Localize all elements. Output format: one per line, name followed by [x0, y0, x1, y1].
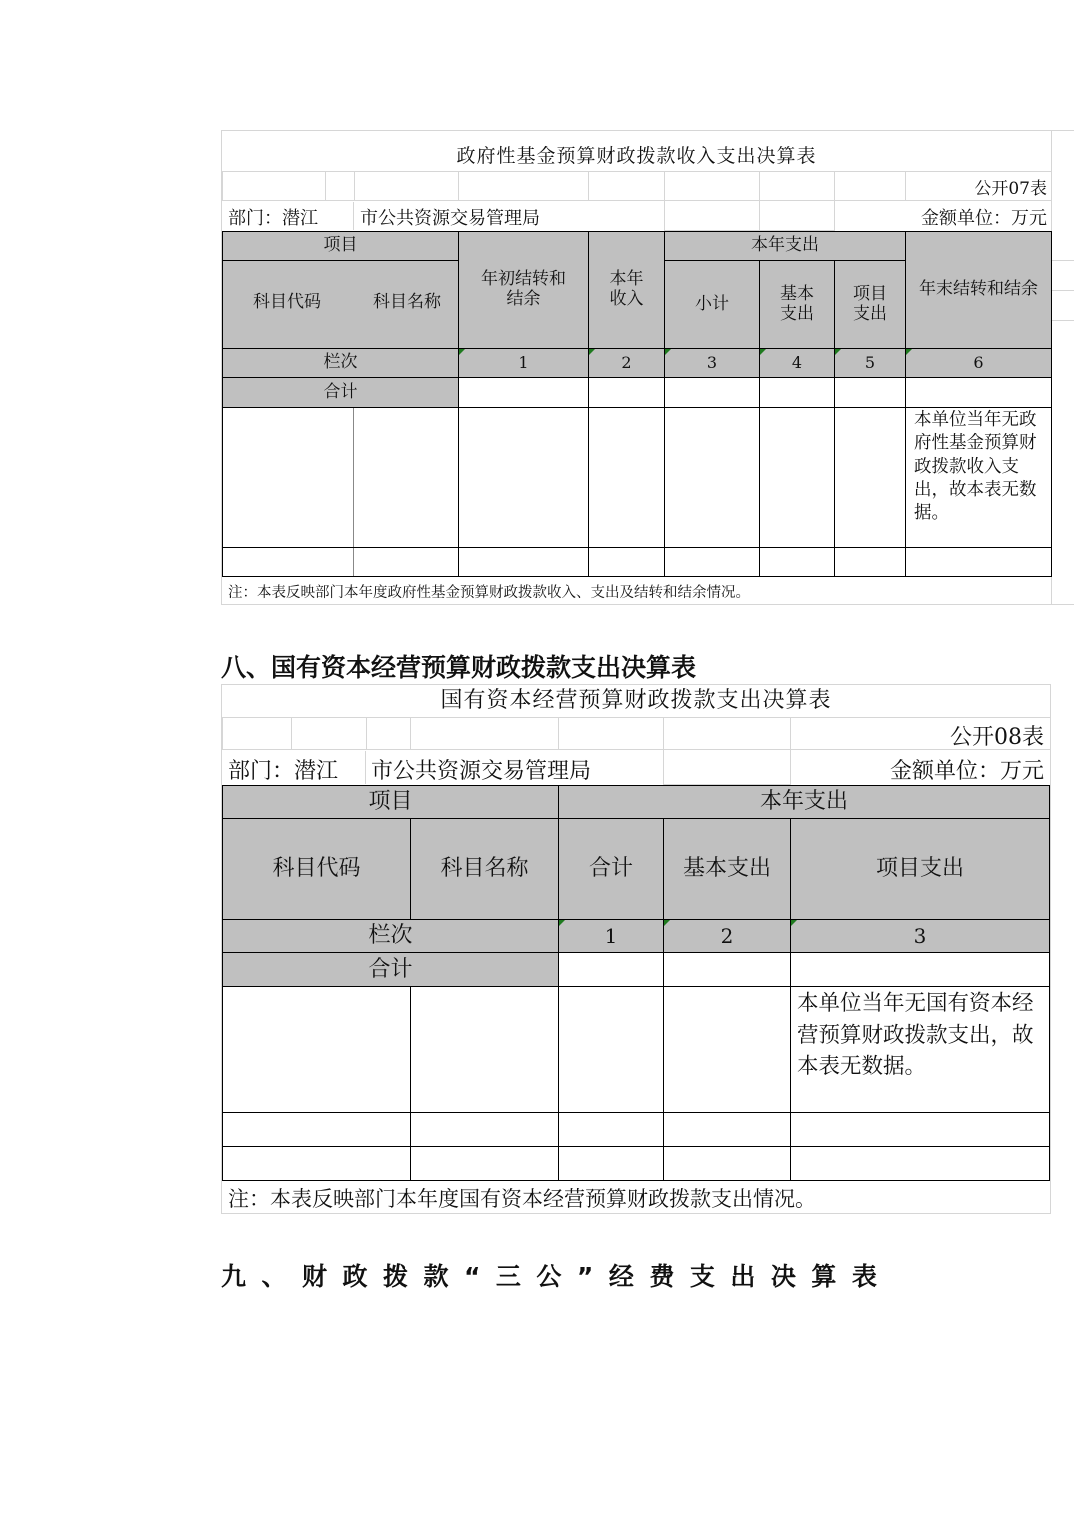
- table-07-hdr-code: 科目代码: [253, 292, 321, 313]
- data-cell: [588, 547, 665, 577]
- data-cell: [834, 377, 906, 408]
- data-cell: [759, 407, 835, 548]
- col-num-text: 4: [791, 352, 803, 372]
- data-cell: [558, 1112, 664, 1147]
- table-07-hdr-begin: 年初结转和结余: [458, 231, 589, 349]
- data-cell: [905, 547, 1052, 577]
- data-cell: [663, 952, 791, 987]
- grid-cell: [759, 200, 835, 231]
- col-num-text: 6: [973, 352, 984, 372]
- grid-cell: [558, 717, 664, 750]
- grid-cell: [222, 717, 292, 750]
- table-08-col-num: [790, 919, 1050, 953]
- table-07-col-num: [588, 348, 665, 378]
- comment-marker: [791, 920, 797, 926]
- data-cell: [222, 1146, 411, 1181]
- comment-marker: [559, 920, 565, 926]
- data-cell: [458, 377, 589, 408]
- data-cell: [458, 407, 589, 548]
- table-07-col-num: [905, 348, 1052, 378]
- col-num-text: 2: [621, 352, 632, 372]
- table-07-col-num: [664, 348, 760, 378]
- table-08-no-data-note: 本单位当年无国有资本经营预算财政拨款支出，故本表无数据。: [790, 986, 1050, 1113]
- table-08-hdr-code: 科目代码: [222, 818, 411, 920]
- table-08-dept-label: 部门：潜江: [228, 759, 339, 784]
- col-num-text: 2: [720, 923, 734, 948]
- data-cell: [458, 547, 589, 577]
- col-num-text: 1: [604, 923, 618, 948]
- table-07-col-num: [458, 348, 589, 378]
- table-07-title: 政府性基金预算财政拨款收入支出决算表: [456, 145, 817, 168]
- divider: [1052, 320, 1074, 321]
- data-cell: [663, 1146, 791, 1181]
- data-cell: [790, 952, 1050, 987]
- data-cell: [663, 1112, 791, 1147]
- data-cell: [759, 547, 835, 577]
- data-cell: [588, 377, 665, 408]
- data-cell: [222, 547, 459, 577]
- table-08-hdr-basic: 基本支出: [663, 818, 791, 920]
- data-cell: [905, 377, 1052, 408]
- data-cell: [790, 1112, 1050, 1147]
- table-08-total-label: 合计: [222, 952, 559, 987]
- data-cell: [558, 1146, 664, 1181]
- table-07-hdr-project: 项目支出: [834, 260, 906, 349]
- section-8-heading: 八、国有资本经营预算财政拨款支出决算表: [221, 653, 697, 682]
- grid-cell: [588, 171, 665, 201]
- data-cell: [222, 407, 459, 548]
- grid-cell: [354, 171, 459, 201]
- table-07-dept-name: 市公共资源交易管理局: [360, 208, 540, 229]
- data-cell: [664, 377, 760, 408]
- table-07-hdr-subtotal: 小计: [664, 260, 760, 349]
- table-07-footnote: 注：本表反映部门本年度政府性基金预算财政拨款收入、支出及结转和结余情况。: [228, 585, 750, 601]
- col-num-text: 1: [518, 352, 529, 372]
- grid-cell: [834, 171, 906, 201]
- grid-cell: [663, 717, 791, 750]
- comment-marker: [589, 349, 595, 355]
- table-08-col-num: [663, 919, 791, 953]
- section-9-heading: 九、财政拨款“三公”经费支出决算表: [221, 1262, 893, 1291]
- data-cell: [834, 547, 906, 577]
- comment-marker: [459, 349, 465, 355]
- table-07-hdr-income: 本年收入: [588, 231, 665, 349]
- grid-cell: [663, 749, 791, 785]
- data-cell: [558, 952, 664, 987]
- grid-cell: [291, 717, 367, 750]
- comment-marker: [906, 349, 912, 355]
- divider: [365, 751, 366, 784]
- table-08-hdr-item: 项目: [222, 785, 559, 819]
- data-cell: [663, 986, 791, 1113]
- divider: [353, 202, 354, 230]
- table-08-hdr-project: 项目支出: [790, 818, 1050, 920]
- data-cell: [664, 547, 760, 577]
- table-07-hdr-name: 科目名称: [373, 292, 441, 313]
- table-08-code: 公开08表: [950, 725, 1044, 750]
- comment-marker: [835, 349, 841, 355]
- grid-cell: [664, 200, 760, 231]
- table-07-col-num: [834, 348, 906, 378]
- table-08-col-num: [558, 919, 664, 953]
- table-07-no-data-note: 本单位当年无政府性基金预算财政拨款收入支出，故本表无数据。: [905, 407, 1052, 548]
- table-08-hdr-total: 合计: [558, 818, 664, 920]
- data-cell: [222, 986, 411, 1113]
- table-07-dept-label: 部门：潜江: [228, 208, 318, 229]
- grid-cell: [664, 171, 760, 201]
- col-num-text: 3: [913, 923, 927, 948]
- table-08-title: 国有资本经营预算财政拨款支出决算表: [440, 688, 832, 714]
- table-07-hdr-expense: 本年支出: [664, 231, 906, 261]
- table-07-hdr-basic: 基本支出: [759, 260, 835, 349]
- data-cell: [410, 986, 559, 1113]
- data-cell: [558, 986, 664, 1113]
- data-cell: [588, 407, 665, 548]
- data-cell: [790, 1146, 1050, 1181]
- comment-marker: [760, 349, 766, 355]
- data-cell: [759, 377, 835, 408]
- data-cell: [664, 407, 760, 548]
- table-08-dept-name: 市公共资源交易管理局: [371, 759, 592, 784]
- col-num-text: 5: [864, 352, 876, 372]
- grid-cell: [366, 717, 411, 750]
- divider: [1052, 290, 1074, 291]
- table-07-hdr-end: 年末结转和结余: [905, 231, 1052, 349]
- divider: [1052, 260, 1074, 261]
- data-cell: [410, 1112, 559, 1147]
- table-07-code: 公开07表: [974, 179, 1047, 199]
- comment-marker: [664, 920, 670, 926]
- table-08-footnote: 注：本表反映部门本年度国有资本经营预算财政拨款支出情况。: [228, 1187, 816, 1211]
- table-07-col-num: [759, 348, 835, 378]
- table-07-col-label: 栏次: [222, 348, 459, 378]
- grid-cell: [759, 171, 835, 201]
- grid-cell: [222, 171, 326, 201]
- table-07-unit: 金额单位：万元: [921, 208, 1047, 229]
- grid-cell: [410, 717, 559, 750]
- table-08-unit: 金额单位：万元: [889, 759, 1044, 784]
- data-cell: [222, 1112, 411, 1147]
- table-08-hdr-name: 科目名称: [410, 818, 559, 920]
- table-08-col-label: 栏次: [222, 919, 559, 953]
- grid-cell: [458, 171, 589, 201]
- table-07-total-label: 合计: [222, 377, 459, 408]
- table-07-hdr-item: 项目: [222, 231, 459, 261]
- col-num-text: 3: [706, 352, 718, 372]
- data-cell: [834, 407, 906, 548]
- comment-marker: [665, 349, 671, 355]
- data-cell: [410, 1146, 559, 1181]
- grid-cell: [325, 171, 355, 201]
- table-08-hdr-expense: 本年支出: [558, 785, 1050, 819]
